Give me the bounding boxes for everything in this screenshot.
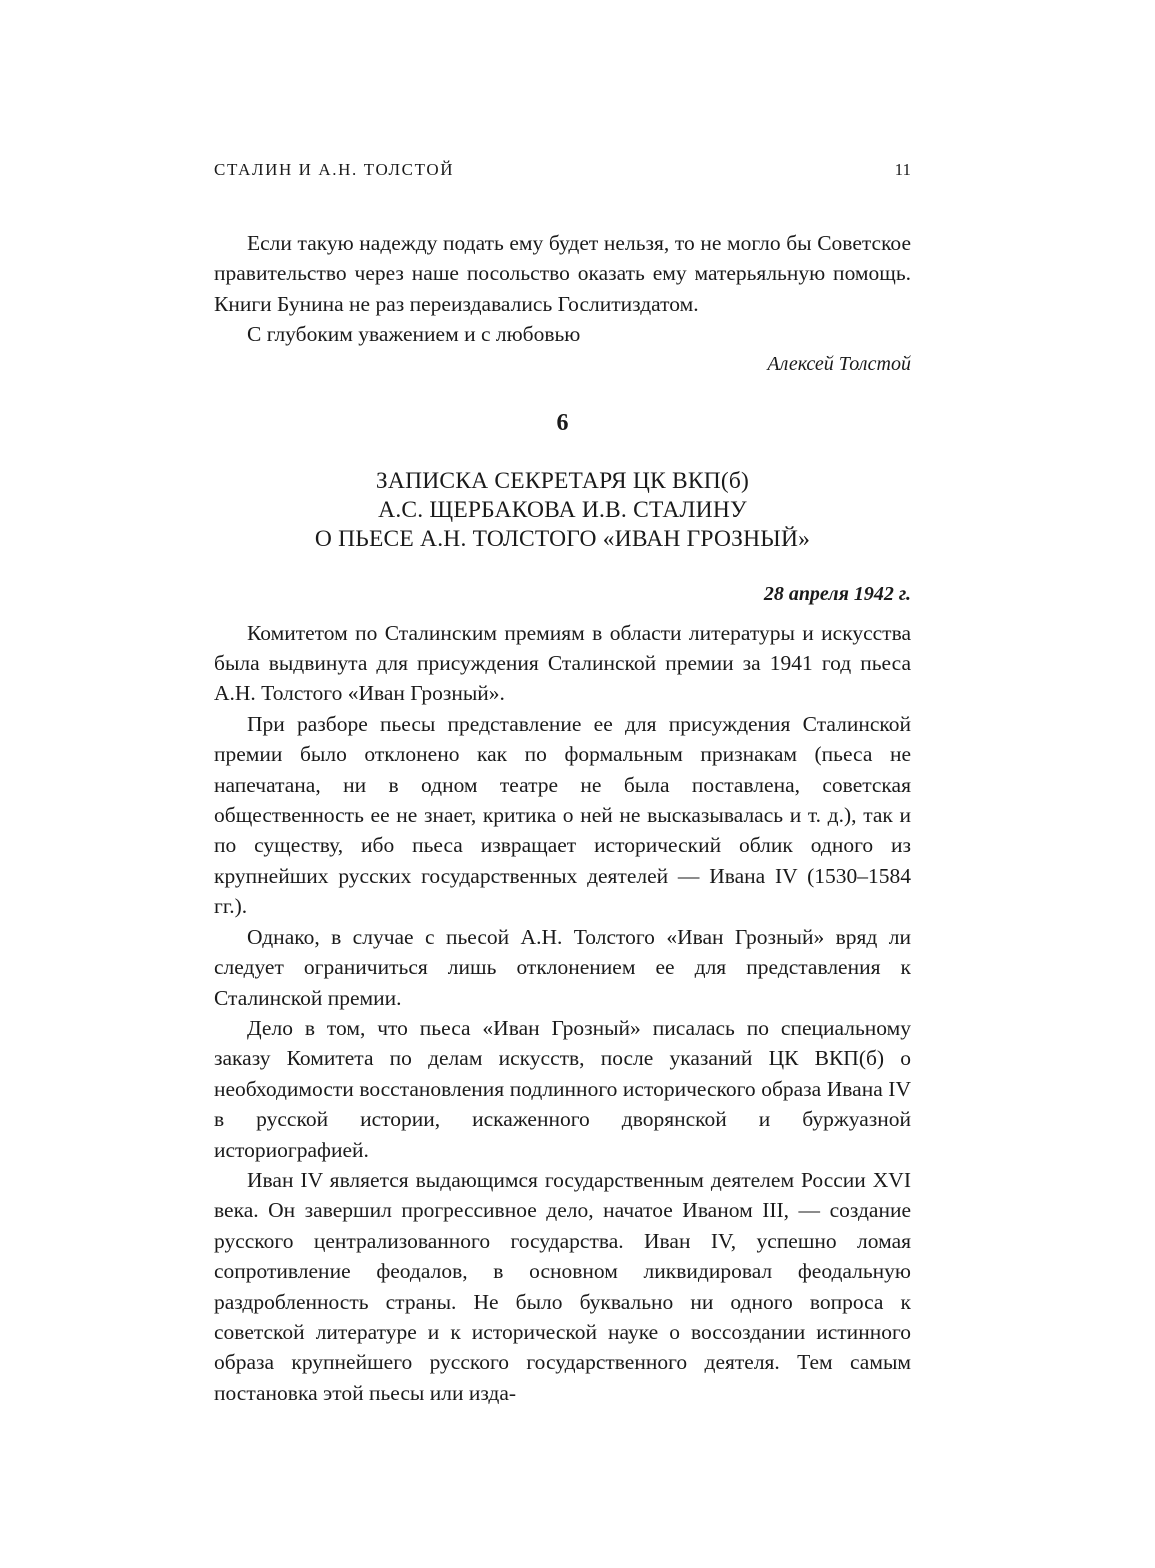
book-page (214, 160, 911, 1408)
paragraph: Если такую надежду подать ему будет нельзя, то не могло бы Советское правительство через наше посольство оказать ему матерьяльную помощь. Книги Бунина не раз переиздавались Гослитиздатом. (214, 231, 911, 316)
document-date: 28 апреля 1942 г. (763, 582, 911, 605)
heading-line: О ПЬЕСЕ А.Н. ТОЛСТОГО «ИВАН ГРОЗНЫЙ» (314, 525, 811, 552)
document-number: 6 (556, 409, 569, 436)
document-body (214, 618, 911, 1409)
document-heading (214, 467, 911, 554)
paragraph: При разборе пьесы представление ее для присуждения Сталинской премии было отклонено как по формальным признакам (пьеса не напечатана, ни в одном театре не была поставлена, советская общественность ее не знает, критика о ней не высказывалась и т. д.), так и по существу, ибо пьеса извращает исторический облик одного из крупнейших русских государственных деятелей — Ивана IV (1530–1584 гг.). (214, 711, 911, 919)
paragraph: Дело в том, что пьеса «Иван Грозный» писалась по специальному заказу Комитета по делам искусств, после указаний ЦК ВКП(б) о необходимости восстановления подлинного исторического образа Ивана IV в русской истории, искаженного дворянской и буржуазной историографией. (214, 1015, 911, 1162)
paragraph: С глубоким уважением и с любовью (247, 322, 581, 347)
paragraph: Иван IV является выдающимся государственным деятелем России XVI века. Он завершил прогрессивное дело, начатое Иваном III, — создание русского централизованного государства. Иван IV, успешно ломая сопротивление феодалов, в основном ликвидировал феодальную раздробленность страны. Не было буквально ни одного вопроса к советской литературе и к исторической науке о воссоздании истинного образа крупнейшего русского государственного деятеля. Тем самым постановка этой пьесы или изда- (214, 1167, 911, 1405)
signature: Алексей Толстой (767, 352, 911, 375)
heading-line: ЗАПИСКА СЕКРЕТАРЯ ЦК ВКП(б) (375, 467, 750, 494)
page-number: 11 (894, 160, 911, 179)
paragraph: Однако, в случае с пьесой А.Н. Толстого «Иван Грозный» вряд ли следует ограничиться лишь отклонением ее для представления к Сталинской премии. (214, 924, 911, 1010)
running-head (214, 160, 911, 186)
letter-ending (214, 228, 911, 350)
paragraph: Комитетом по Сталинским премиям в области литературы и искусства была выдвинута для присуждения Сталинской премии за 1941 год пьеса А.Н. Толстого «Иван Грозный». (214, 620, 911, 706)
heading-line: А.С. ЩЕРБАКОВА И.В. СТАЛИНУ (378, 496, 747, 523)
running-head-title: СТАЛИН И А.Н. ТОЛСТОЙ (214, 160, 455, 179)
